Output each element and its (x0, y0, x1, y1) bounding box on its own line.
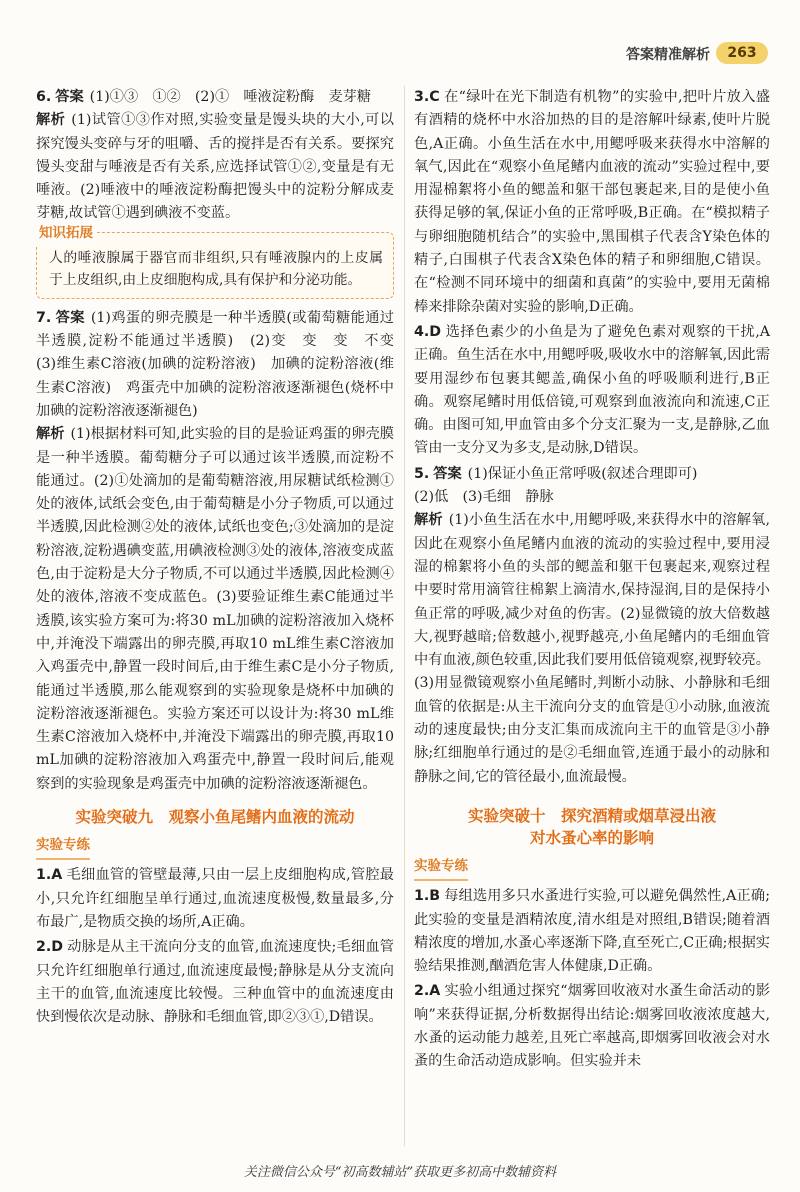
question-number: 3.C (414, 89, 440, 105)
question-text: 实验小组通过探究“烟雾回收液对水蚤生命活动的影响”来获得证据,分析数据得出结论:烟雾回收液浓度越大,水蚤的运动能力越差,且死亡率越高,即烟雾回收液会对水蚤的生命活动造成影响。但实验并未 (414, 983, 770, 1070)
question-7 (36, 307, 409, 796)
section-9-title: 实验突破九 观察小鱼尾鳍内血液的流动 (75, 808, 355, 827)
section-9-subtitle: 实验专练 (36, 834, 90, 860)
question-number: 4.D (414, 323, 442, 340)
section-10-subtitle: 实验专练 (414, 855, 468, 881)
answer-tag: 答案 (433, 465, 462, 482)
knowledge-box (36, 224, 394, 299)
knowledge-box-title: 知识拓展 (35, 222, 97, 245)
analysis-text: (1)根据材料可知,此实验的目的是验证鸡蛋的卵壳膜是一种半透膜。葡萄糖分子可以通过该半透膜,而淀粉不能通过。(2)①处滴加的是葡萄糖溶液,用尿糖试纸检测①处的液体,试纸会变色,由于葡萄糖是小分子物质,可以通过半透膜,因此检测②处的液体,试纸也变色;③处滴加的是淀粉溶液,淀粉遇碘变蓝,用碘液检测③处的液体,溶液变成蓝色,由于淀粉是大分子物质,不可以通过半透膜,因此检测④处的液体,溶液不变成蓝色。(3)要验证维生素C能通过半透膜,该实验方案可为:将30 mL加碘的淀粉溶液加入烧杯中,并淹没下端露出的卵壳膜,再取10 mL维生素C溶液加入鸡蛋壳中,静置一段时间后,由于维生素C是小分子物质,能通过半透膜,那么能观察到的实验现象是烧杯中加碘的淀粉溶液逐渐褪色。实验方案还可以设计为:将30 mL维生素C溶液加入烧杯中,并淹没下端露出的卵壳膜,再取10 mL加碘的淀粉溶液加入鸡蛋壳中,静置一段时间后,能观察到的实验现象是鸡蛋壳中加碘的淀粉溶液逐渐褪色。 (36, 426, 394, 792)
right-column (414, 86, 770, 1076)
analysis-text: (1)试管①③作对照,实验变量是馒头块的大小,可以探究馒头变碎与牙的咀嚼、舌的搅拌是否有关系。要探究馒头变甜与唾液是否有关系,应选择试管①②,变量是有无唾液。(2)唾液中的唾液淀粉酶把馒头中的淀粉分解成麦芽糖,故试管①遇到碘液不变蓝。 (36, 112, 394, 222)
analysis-text: (1)小鱼生活在水中,用鳃呼吸,来获得水中的溶解氧,因此在观察小鱼尾鳍内血液的流动的实验过程中,要用浸湿的棉絮将小鱼的头部的鳃盖和躯干包裹起来,观察过程中要时常用滴管往棉絮上滴清水,保持湿润,目的是保持小鱼正常的呼吸,减少对鱼的伤害。(2)显微镜的放大倍数越大,视野越暗;倍数越小,视野越亮,小鱼尾鳍内的毛细血管中有血液,颜色较重,因此我们要用低倍镜观察,视野较亮。(3)用显微镜观察小鱼尾鳍时,判断小动脉、小静脉和毛细血管的依据是:从主干流向分支的血管是①小动脉,血液流动的速度最快;由分支汇集而成流向主干的血管是③小静脉;红细胞单行通过的是②毛细血管,连通于最小的动脉和静脉之间,它的管径最小,血流最慢。 (414, 512, 770, 785)
question-text: 毛细血管的管壁最薄,只由一层上皮细胞构成,管腔最小,只允许红细胞呈单行通过,血流速度极慢,数量最多,分布最广,是物质交换的场所,A正确。 (36, 867, 394, 930)
page-header (0, 42, 800, 66)
analysis-tag: 解析 (36, 426, 65, 443)
question-number: 2.D (36, 939, 64, 956)
knowledge-box-body: 人的唾液腺属于器官而非组织,只有唾液腺内的上皮属于上皮组织,由上皮细胞构成,具有保护和分泌功能。 (49, 249, 383, 289)
answer-text: (1)鸡蛋的卵壳膜是一种半透膜(或葡萄糖能通过半透膜,淀粉不能通过半透膜) (2)变 变 变 不变 (3)维生素C溶液(加碘的淀粉溶液) 加碘的淀粉溶液(维生素C溶液) 鸡蛋壳中加碘的淀粉溶液逐渐褪色(烧杯中加碘的淀粉溶液逐渐褪色) (36, 309, 409, 419)
left-column (36, 86, 409, 1031)
question-text: 每组选用多只水蚤进行实验,可以避免偶然性,A正确;此实验的变量是酒精浓度,清水组是对照组,B错误;随着酒精浓度的增加,水蚤心率逐渐下降,直至死亡,C正确;根据实验结果推测,酗酒危害人体健康,D正确。 (414, 888, 770, 975)
answer-text-1: (1)保证小鱼正常呼吸(叙述合理即可) (467, 465, 698, 482)
section-9-question-1 (36, 864, 394, 934)
question-number: 7. (36, 309, 52, 326)
section-9-question-3 (414, 86, 770, 319)
answer-tag: 答案 (55, 309, 85, 326)
question-number: 2.A (414, 983, 441, 1000)
page-number: 263 (716, 42, 768, 64)
question-6 (36, 86, 394, 226)
column-divider (404, 86, 405, 1146)
answer-tag: 答案 (55, 89, 84, 105)
analysis-tag: 解析 (36, 112, 66, 129)
answer-text-2: (2)低 (3)毛细 静脉 (414, 489, 554, 506)
question-number: 1.B (414, 888, 441, 905)
section-9-question-5 (414, 463, 770, 789)
section-9-question-4 (414, 321, 770, 461)
section-10-title-line-1: 实验突破十 探究酒精或烟草浸出液 (467, 806, 716, 825)
question-text: 选择色素少的小鱼是为了避免色素对观察的干扰,A正确。鱼生活在水中,用鳃呼吸,吸收水中的溶解氧,因此需要用湿纱布包裹其鳃盖,确保小鱼的呼吸顺利进行,B正确。观察尾鳍时用低倍镜,可观察到血液流向和流速,C正确。由图可知,甲血管由多个分支汇聚为一支,是静脉,乙血管由一支分叉为多支,是动脉,D错误。 (414, 323, 770, 457)
section-10-question-2 (414, 980, 770, 1073)
answer-text: (1)①③ ①② (2)① 唾液淀粉酶 麦芽糖 (89, 89, 372, 105)
question-number: 1.A (36, 867, 63, 884)
section-10-title (414, 805, 770, 849)
section-9-question-2 (36, 936, 394, 1029)
question-number: 5. (414, 465, 430, 482)
section-10-question-1 (414, 885, 770, 978)
question-text: 动脉是从主干流向分支的血管,血流速度快;毛细血管只允许红细胞单行通过,血流速度最慢;静脉是从分支流向主干的血管,血流速度比较慢。三种血管中的血流速度由快到慢依次是动脉、静脉和毛细血管,即②③①,D错误。 (36, 939, 394, 1026)
section-10-title-line-2: 对水蚤心率的影响 (529, 828, 654, 847)
header-title: 答案精准解析 (626, 47, 710, 63)
question-number: 6. (36, 89, 52, 105)
analysis-tag: 解析 (414, 512, 443, 529)
footer-note: 关注微信公众号“初高数辅站”获取更多初高中数辅资料 (243, 1165, 557, 1180)
question-text: 在“绿叶在光下制造有机物”的实验中,把叶片放入盛有酒精的烧杯中水浴加热的目的是溶解叶绿素,使叶片脱色,A正确。小鱼生活在水中,用鳃呼吸来获得水中溶解的氧气,因此在“观察小鱼尾鳍内血液的流动”实验过程中,要用湿棉絮将小鱼的鳃盖和躯干部包裹起来,目的是使小鱼获得足够的氧,保证小鱼的正常呼吸,B正确。在“模拟精子与卵细胞随机结合”的实验中,黑围棋子代表含Y染色体的精子,白围棋子代表含X染色体的精子和卵细胞,C错误。在“检测不同环境中的细菌和真菌”的实验中,要用无菌棉棒来排除杂菌对实验的影响,D正确。 (414, 89, 770, 315)
